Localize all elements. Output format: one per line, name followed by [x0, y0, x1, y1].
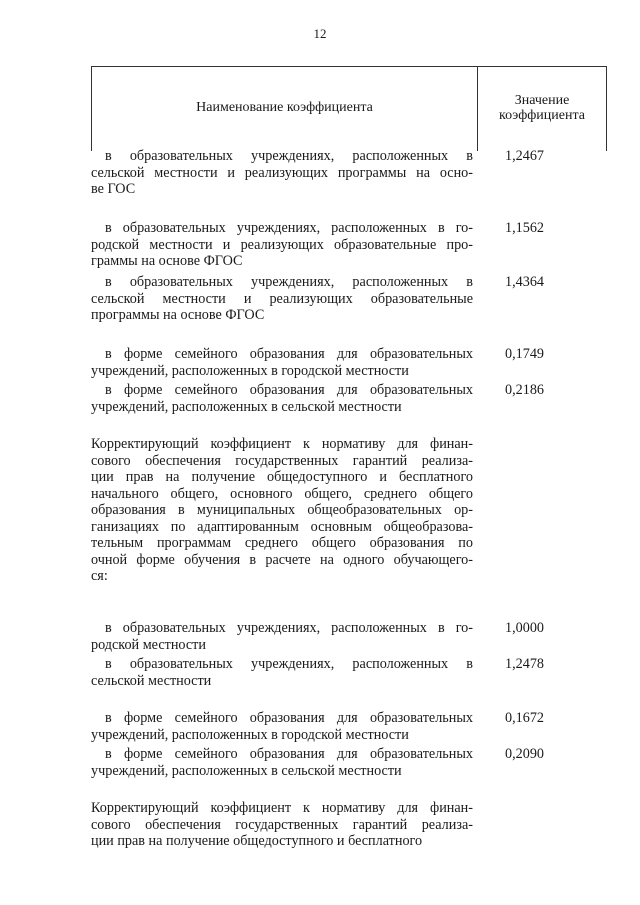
row-value: 1,2478 [505, 656, 545, 672]
row-value: 0,1749 [505, 346, 545, 362]
row-text-line: родской местности и реализующих образовательные про- [91, 236, 473, 253]
row-value: 1,0000 [505, 620, 545, 636]
row-text-line: в форме семейного образования для образовательных [105, 346, 473, 362]
page-number: 12 [313, 26, 327, 41]
row-value: 0,1672 [505, 710, 545, 726]
coefficient-row [91, 274, 607, 324]
row-text-line: сового обеспечения государственных гарантий реализа- [91, 452, 473, 469]
row-value: 0,2186 [505, 382, 545, 398]
row-text [91, 800, 473, 850]
row-value: 1,2467 [505, 148, 545, 164]
row-text-line: ции прав на получение общедоступного и бесплатного [91, 833, 423, 849]
coefficient-row [91, 656, 607, 689]
row-text-line: сельской местности и реализующих программы на осно- [91, 164, 473, 181]
row-text-line: образования в муниципальных общеобразовательных ор- [91, 502, 473, 518]
row-text-line: сового обеспечения государственных гарантий реализа- [91, 816, 473, 833]
row-text [91, 220, 473, 270]
row-text-line: Корректирующий коэффициент к нормативу для финан- [91, 436, 473, 452]
table-header [91, 66, 607, 151]
row-text-line: начального общего, основного общего, среднего общего [91, 485, 473, 502]
header-coefficient-name: Наименование коэффициента [196, 100, 373, 115]
row-text-line: граммы на основе ФГОС [91, 253, 243, 269]
row-text [91, 620, 473, 653]
row-text-line: Корректирующий коэффициент к нормативу для финан- [91, 800, 473, 816]
row-text-line: ганизациях по адаптированным основным общеобразова- [91, 518, 473, 535]
coefficient-row [91, 710, 607, 743]
coefficient-heading [91, 436, 607, 585]
header-value-line2: коэффициента [499, 108, 585, 123]
row-text-line: учреждений, расположенных в городской местности [91, 362, 409, 379]
row-value: 1,1562 [505, 220, 545, 236]
row-text-line: программы на основе ФГОС [91, 307, 265, 323]
coefficient-row [91, 346, 607, 379]
row-text [91, 656, 473, 689]
row-text-line: в образовательных учреждениях, расположенных в [105, 274, 473, 290]
row-text-line: в форме семейного образования для образовательных [105, 710, 473, 726]
row-text-line: в форме семейного образования для образовательных [105, 746, 473, 762]
row-text-line: в образовательных учреждениях, расположенных в го- [105, 220, 473, 236]
row-text-line: родской местности [91, 636, 206, 653]
coefficient-row [91, 382, 607, 415]
row-text-line: очной форме обучения в расчете на одного обучающего- [91, 551, 473, 568]
row-text-line: учреждений, расположенных в городской местности [91, 726, 409, 743]
row-text-line: в образовательных учреждениях, расположенных в го- [105, 620, 473, 636]
row-text-line: в образовательных учреждениях, расположенных в [105, 148, 473, 164]
coefficient-row [91, 620, 607, 653]
row-text-line: ции прав на получение общедоступного и бесплатного [91, 469, 473, 485]
row-text [91, 710, 473, 743]
row-text [91, 746, 473, 779]
header-value-line1: Значение [514, 93, 570, 108]
row-text-line: учреждений, расположенных в сельской местности [91, 762, 402, 779]
row-text [91, 274, 473, 324]
row-text-line: учреждений, расположенных в сельской местности [91, 398, 402, 415]
header-coefficient-value [478, 93, 606, 123]
row-text-line: сельской местности [91, 672, 212, 689]
row-text-line: в образовательных учреждениях, расположенных в [105, 656, 473, 672]
row-value: 1,4364 [505, 274, 545, 290]
row-value: 0,2090 [505, 746, 545, 762]
row-text-line: в форме семейного образования для образовательных [105, 382, 473, 398]
coefficient-row [91, 746, 607, 779]
coefficient-row [91, 148, 607, 198]
row-text-line: ве ГОС [91, 181, 136, 197]
row-text [91, 148, 473, 198]
coefficient-heading [91, 800, 607, 850]
row-text-line: тельным программам среднего общего образования по [91, 535, 473, 551]
row-text-line: ся: [91, 568, 108, 584]
row-text [91, 382, 473, 415]
row-text [91, 346, 473, 379]
row-text [91, 436, 473, 585]
coefficient-row [91, 220, 607, 270]
row-text-line: сельской местности и реализующих образовательные [91, 290, 473, 307]
